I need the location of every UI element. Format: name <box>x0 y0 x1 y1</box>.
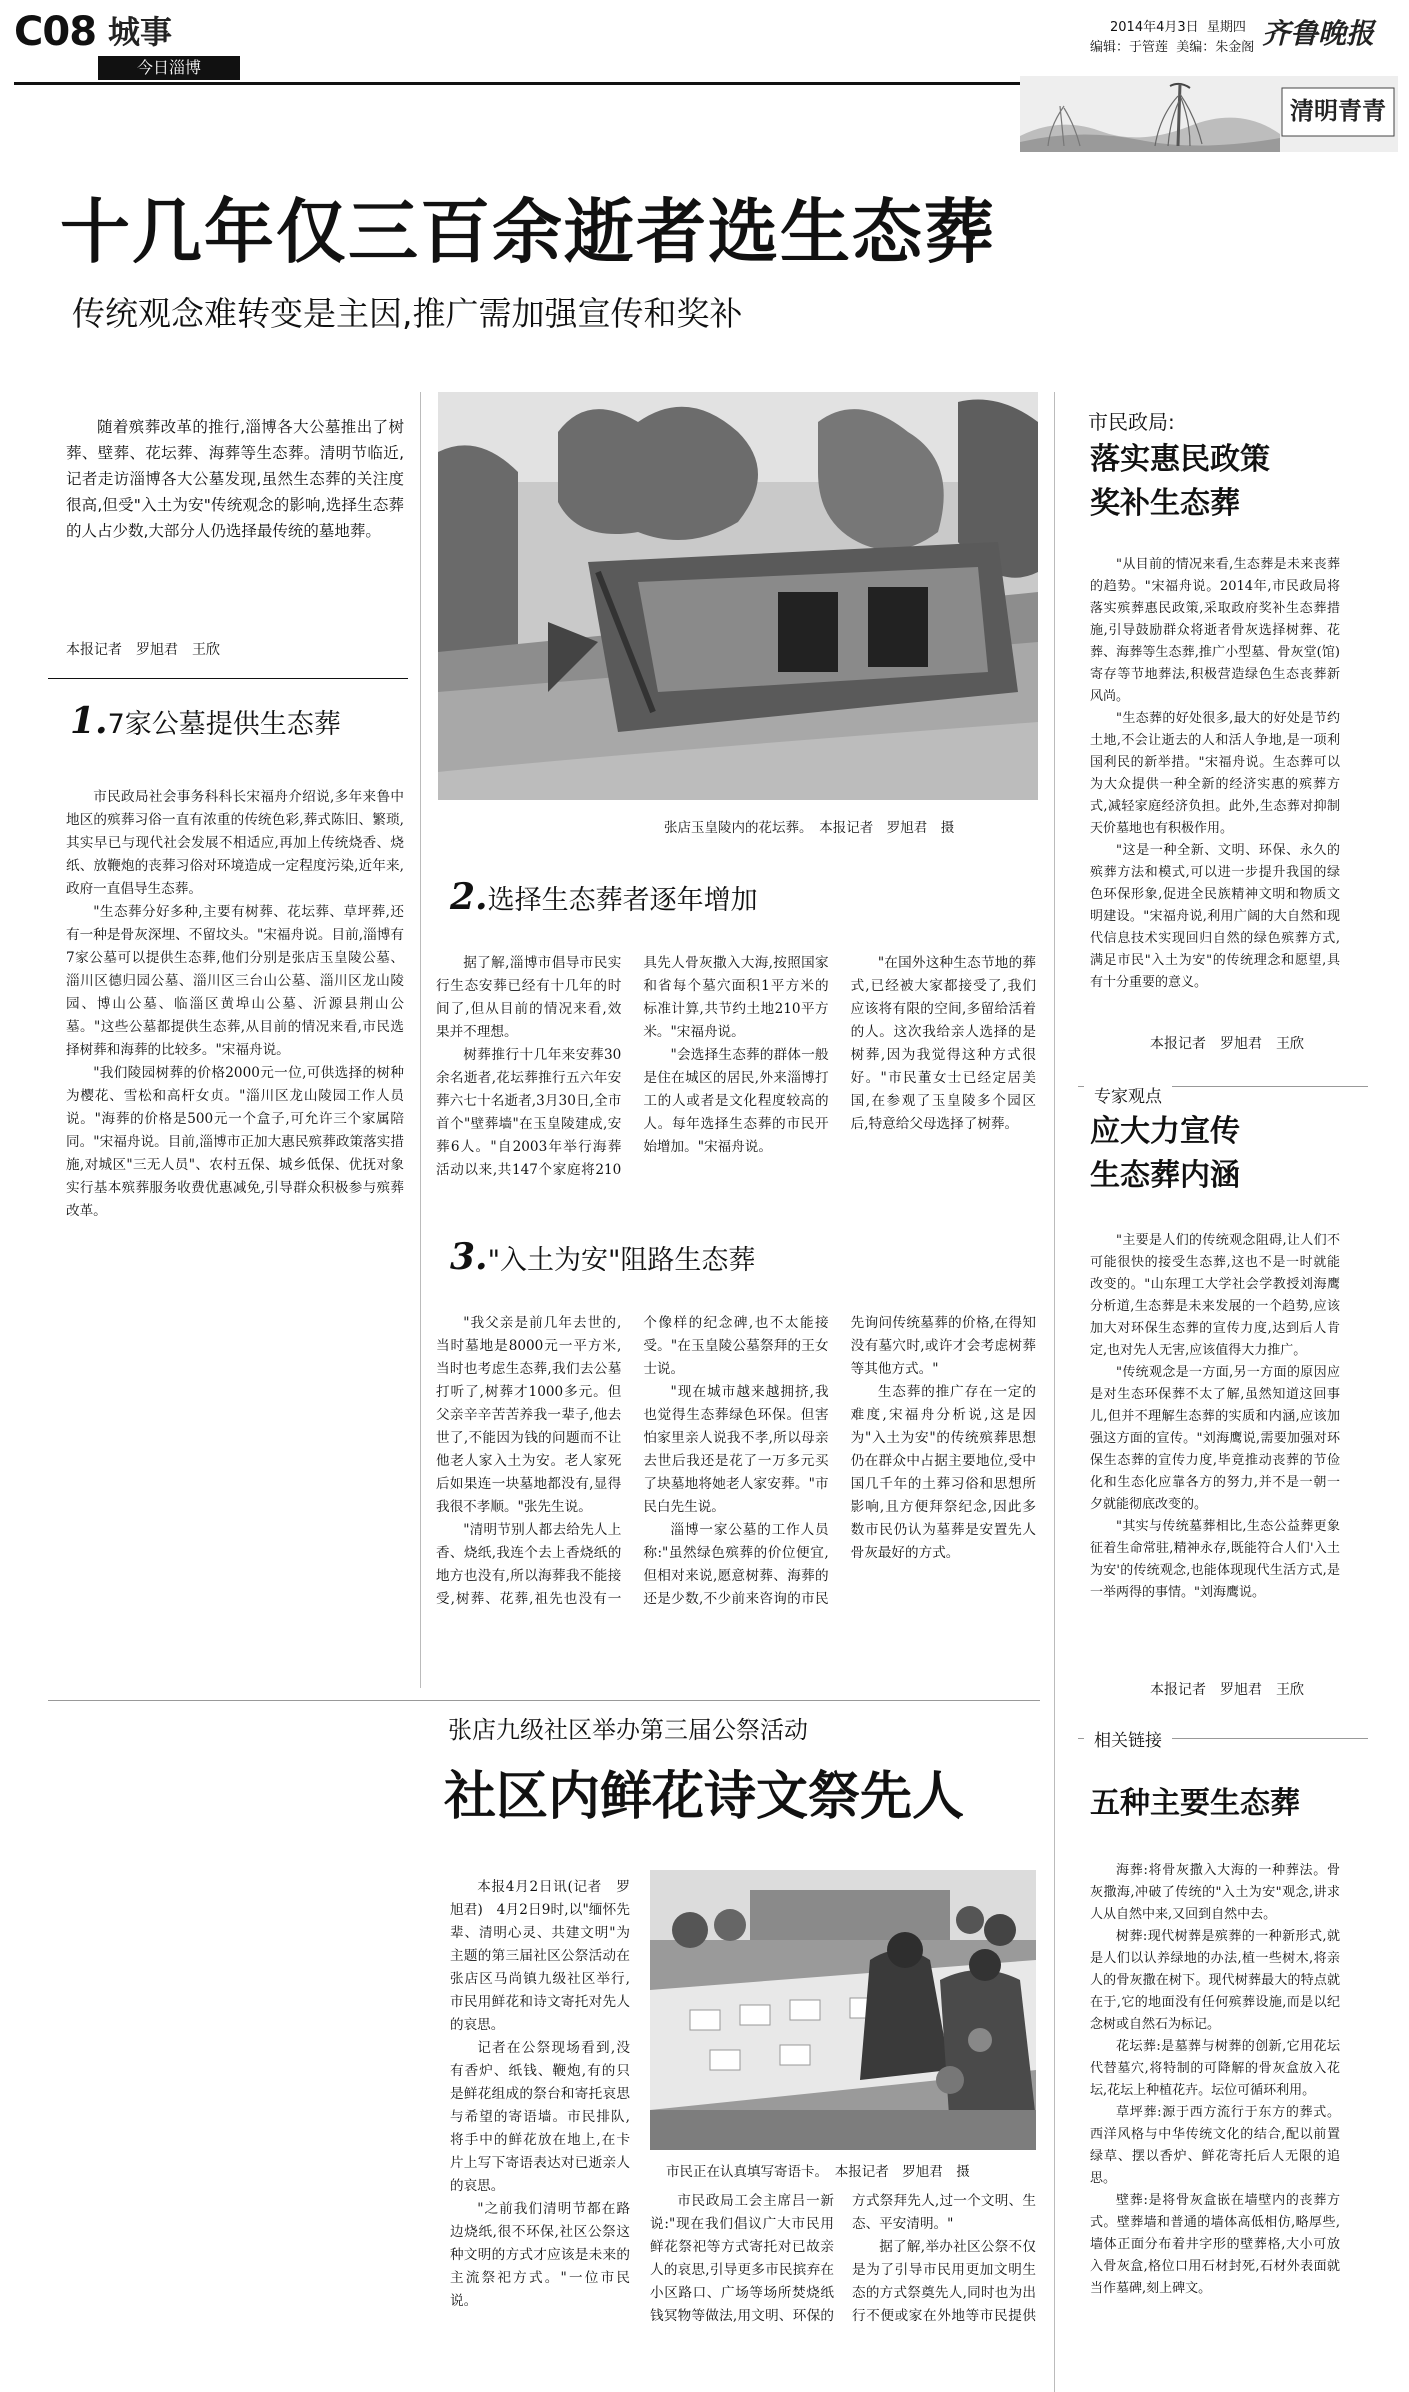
right1-title <box>1090 438 1270 526</box>
lead-paragraph <box>66 414 404 544</box>
page-header <box>0 0 1409 77</box>
section2-paragraph: 据了解,淄博市倡导市民实行生态安葬已经有十几年的时间了,但从目前的情况来看,效果并不理想。 <box>436 955 622 1040</box>
section3-paragraph: "现在城市越来越拥挤,我也觉得生态葬绿色环保。但害怕家里亲人说我不孝,所以母亲去世后我还是花了一万多元买了块墓地将她老人家安葬。"市民白先生说。 <box>643 1384 829 1515</box>
story2-body-bottom <box>650 2190 1036 2370</box>
section3-body <box>436 1312 1036 1686</box>
right1-byline: 本报记者 罗旭君 王欣 <box>1150 1036 1304 1052</box>
section2-heading <box>450 876 758 918</box>
right1-tag: 市民政局: <box>1088 410 1175 434</box>
photo1-caption: 张店玉皇陵内的花坛葬。 本报记者 罗旭君 摄 <box>664 820 955 836</box>
section3-heading <box>450 1236 755 1278</box>
subsection-label: 今日淄博 <box>136 58 201 77</box>
right1-title-line: 奖补生态葬 <box>1090 486 1240 521</box>
section2-paragraph: 树葬推行十几年来安葬30余名逝者,花坛葬推行五六年安葬六七十名逝者,3月30日,全市首个"壁葬墙"在玉皇陵建成,安葬6人。"自2003年举行海葬活动以来,共147个家庭将210具先人骨灰撒入大海,按照国家和省每个墓穴面积1平方米的标准计算,共节约土地210平方米。"宋福舟说。 <box>436 955 829 1178</box>
right2-title-line: 生态葬内涵 <box>1090 1158 1240 1193</box>
story2-paragraph: "之前我们清明节都在路边烧纸,很不环保,社区公祭这种文明的方式才应该是未来的主流祭祀方式。"一位市民说。 <box>450 2201 630 2309</box>
section3-paragraph: 生态葬的推广存在一定的难度,宋福舟分析说,这是因为"入土为安"的传统殡葬思想仍在群众中占据主要地位,受中国几千年的土葬习俗和思想所影响,且方便拜祭纪念,因此多数市民仍认为墓葬是安置先人骨灰最好的方式。 <box>850 1384 1036 1561</box>
section3-number: 3. <box>450 1236 488 1278</box>
section1-paragraph: "生态葬分好多种,主要有树葬、花坛葬、草坪葬,还有一种是骨灰深埋、不留坟头。"宋福舟说。目前,淄博有7家公墓可以提供生态葬,他们分别是张店玉皇陵公墓、淄川区德归园公墓、淄川区三台山公墓、淄川区龙山陵园、博山公墓、临淄区黄埠山公墓、沂源县荆山公墓。"这些公墓都提供生态葬,从目前的情况来看,市民选择树葬和海葬的比较多。"宋福舟说。 <box>66 904 404 1058</box>
right2-title-line: 应大力宣传 <box>1090 1114 1240 1149</box>
story2-paragraph: 据了解,举办社区公祭不仅是为了引导市民用更加文明生态的方式祭奠先人,同时也为出行不便或家在外地等市民提供 <box>852 2239 1036 2324</box>
section-name: 城事 <box>108 13 173 51</box>
section1-number: 1. <box>70 700 108 742</box>
right3-paragraph: 草坪葬:源于西方流行于东方的葬式。西洋风格与中华传统文化的结合,配以前置绿草、摆以香炉、鲜花寄托后人无限的追思。 <box>1090 2105 1340 2186</box>
date-text: 2014年4月3日 <box>1110 20 1199 35</box>
section3-paragraph: 淄博一家公墓的工作人员称:"虽然绿色殡葬的价位便宜,但相对来说,愿意树葬、海葬的还是少数,不少前来咨询的市民先询问传统墓葬的价格,在得知没有墓穴时,或许才会考虑树葬等其他方式。" <box>643 1315 1036 1607</box>
section1-paragraph: "我们陵园树葬的价格2000元一位,可供选择的树种为樱花、雪松和高杆女贞。"淄川区龙山陵园工作人员说。"海葬的价格是500元一个盒子,可允许三个家属陪同。"宋福舟说。目前,淄博市正加大惠民殡葬政策落实措施,对城区"三无人员"、农村五保、城乡低保、优抚对象实行基本殡葬服务收费优惠减免,引导群众积极参与殡葬改革。 <box>66 1065 404 1219</box>
story2-paragraph: 本报4月2日讯(记者 罗旭君) 4月2日9时,以"缅怀先辈、清明心灵、共建文明"为主题的第三届社区公祭活动在张店区马尚镇九级社区举行,市民用鲜花和诗文寄托对先人的哀思。 <box>450 1879 630 2033</box>
lead-text: 随着殡葬改革的推行,淄博各大公墓推出了树葬、壁葬、花坛葬、海葬等生态葬。清明节临近,记者走访淄博各大公墓发现,虽然生态葬的关注度很高,但受"入土为安"传统观念的影响,选择生态葬的人占少数,大部分人仍选择最传统的墓地葬。 <box>66 418 404 540</box>
community-photo <box>650 1870 1036 2150</box>
main-subheadline: 传统观念难转变是主因,推广需加强宣传和奖补 <box>72 294 743 333</box>
section2-paragraph: "在国外这种生态节地的葬式,已经被大家都接受了,我们应该将有限的空间,多留给活着的人。这次我给亲人选择的是树葬,因为我觉得这种方式很好。"市民董女士已经定居美国,在参观了玉皇陵多个园区后,特意给父母选择了树葬。 <box>850 955 1036 1132</box>
banner-title: 清明青青 <box>1290 97 1386 125</box>
right2-paragraph: "其实与传统墓葬相比,生态公益葬更象征着生命常驻,精神永存,既能符合人们'入土为安'的传统观念,也能体现现代生活方式,是一举两得的事情。"刘海鹰说。 <box>1090 1519 1340 1600</box>
section1-paragraph: 市民政局社会事务科科长宋福舟介绍说,多年来鲁中地区的殡葬习俗一直有浓重的传统色彩,葬式陈旧、繁琐,其实早已与现代社会发展不相适应,再加上传统烧香、烧纸、放鞭炮的丧葬习俗对环境造成一定程度污染,近年来,政府一直倡导生态葬。 <box>66 789 404 897</box>
right2-body <box>1090 1230 1340 1670</box>
lead-rule <box>48 678 408 679</box>
page-code: C08 <box>14 9 97 55</box>
section1-body <box>66 786 404 1686</box>
right3-paragraph: 海葬:将骨灰撒入大海的一种葬法。骨灰撒海,冲破了传统的"入土为安"观念,讲求人从自然中来,又回到自然中去。 <box>1090 1863 1340 1922</box>
right3-paragraph: 树葬:现代树葬是殡葬的一种新形式,就是人们以认养绿地的办法,植一些树木,将亲人的骨灰撒在树下。现代树葬最大的特点就在于,它的地面没有任何殡葬设施,而是以纪念树或自然石为标记。 <box>1090 1929 1340 2032</box>
section3-title: "入土为安"阻路生态葬 <box>487 1245 756 1276</box>
right3-body <box>1090 1860 1340 2370</box>
paper-logo: 齐鲁晚报 <box>1262 17 1375 50</box>
section1-title: 7家公墓提供生态葬 <box>107 709 341 740</box>
right3-title: 五种主要生态葬 <box>1090 1786 1300 1821</box>
issue-date <box>1110 20 1246 36</box>
section3-paragraph: "我父亲是前几年去世的,当时墓地是8000元一平方米,当时也考虑生态葬,我们去公墓打听了,树葬才1000多元。但父亲辛辛苦苦养我一辈子,他去世了,不能因为钱的问题而不让他老人家入土为安。老人家死后如果连一块墓地都没有,显得我很不孝顺。"张先生说。 <box>436 1315 622 1515</box>
right3-paragraph: 壁葬:是将骨灰盒嵌在墙壁内的丧葬方式。壁葬墙和普通的墙体高低相仿,略厚些,墙体正面分布着井字形的壁葬格,大小可放入骨灰盒,格位口用石材封死,石材外表面就当作墓碑,刻上碑文。 <box>1090 2193 1340 2296</box>
right1-paragraph: "这是一种全新、文明、环保、永久的殡葬方法和模式,可以进一步提升我国的绿色环保形象,促进全民族精神文明和物质文明建设。"宋福舟说,利用广阔的大自然和现代信息技术实现回归自然的绿色殡葬方式,满足市民"入土为安"的传统理念和愿望,具有十分重要的意义。 <box>1090 843 1340 990</box>
right2-title <box>1090 1110 1240 1198</box>
right3-tag: 相关链接 <box>1084 1724 1172 1753</box>
section2-body <box>436 952 1036 1194</box>
designer-text: 美编：朱金阁 <box>1176 40 1255 55</box>
right2-paragraph: "传统观念是一方面,另一方面的原因应是对生态环保葬不太了解,虽然知道这回事儿,但并不理解生态葬的实质和内涵,应该加强这方面的宣传。"刘海鹰说,需要加强对环保生态葬的宣传力度,毕竟推动丧葬的节俭化和生态化应靠各方的努力,并不是一朝一夕就能彻底改变的。 <box>1090 1365 1340 1512</box>
section2-title: 选择生态葬者逐年增加 <box>487 885 758 916</box>
photo2-caption: 市民正在认真填写寄语卡。 本报记者 罗旭君 摄 <box>666 2164 970 2180</box>
right3-paragraph: 花坛葬:是墓葬与树葬的创新,它用花坛代替墓穴,将特制的可降解的骨灰盒放入花坛,花坛上种植花卉。坛位可循环利用。 <box>1090 2039 1340 2098</box>
lead-byline: 本报记者 罗旭君 王欣 <box>66 642 220 658</box>
right1-paragraph: "生态葬的好处很多,最大的好处是节约土地,不会让逝去的人和活人争地,是一项利国利民的新举措。"宋福舟说。生态葬可以为大众提供一种全新的经济实惠的殡葬方式,减轻家庭经济负担。此外,生态葬对抑制天价墓地也有积极作用。 <box>1090 711 1340 836</box>
editor-text: 编辑：于管莲 <box>1090 40 1169 55</box>
editor-credits <box>1090 40 1254 56</box>
flower-bed-burial-photo <box>438 392 1038 800</box>
col-divider-left <box>420 392 421 1688</box>
cemetery-photo <box>438 392 1038 800</box>
right2-paragraph: "主要是人们的传统观念阻碍,让人们不可能很快的接受生态葬,这也不是一时就能改变的。"山东理工大学社会学教授刘海鹰分析道,生态葬是未来发展的一个趋势,应该加大对环保生态葬的宣传力度,达到后人肯定,也对先人无害,应该值得大力推广。 <box>1090 1233 1340 1358</box>
story2-paragraph: 记者在公祭现场看到,没有香炉、纸钱、鞭炮,有的只是鲜花组成的祭台和寄托哀思与希望的寄语墙。市民排队,将手中的鲜花放在地上,在卡片上写下寄语表达对已逝亲人的哀思。 <box>450 2040 630 2194</box>
section3-paragraph: "清明节别人都去给先人上香、烧纸,我连个去上香烧纸的地方也没有,所以海葬我不能接受,树葬、花葬,祖先也没有一个像样的纪念碑,也不太能接受。"在玉皇陵公墓祭拜的王女士说。 <box>436 1315 829 1607</box>
story2-body-left <box>450 1876 630 2366</box>
story2-headline: 社区内鲜花诗文祭先人 <box>444 1767 965 1827</box>
weekday-text: 星期四 <box>1206 20 1246 35</box>
story2-top-rule <box>48 1700 1040 1701</box>
col-divider-right <box>1054 392 1055 2392</box>
right1-paragraph: "从目前的情况来看,生态葬是未来丧葬的趋势。"宋福舟说。2014年,市民政局将落实殡葬惠民政策,采取政府奖补生态葬措施,引导鼓励群众将逝者骨灰选择树葬、花葬、海葬等生态葬,推广小型墓、骨灰堂(馆)寄存等节地葬法,积极营造绿色生态丧葬新风尚。 <box>1090 557 1340 704</box>
right1-body <box>1090 554 1340 1042</box>
memorial-card-writing-photo <box>650 1870 1036 2150</box>
section2-paragraph: "会选择生态葬的群体一般是住在城区的居民,外来淄博打工的人或者是文化程度较高的人。每年选择生态葬的市民开始增加。"宋福舟说。 <box>643 1047 829 1155</box>
story2-paragraph: 市民政局工会主席吕一新说:"现在我们倡议广大市民用鲜花祭祀等方式寄托对已故亲人的哀思,引导更多市民摈弃在小区路口、广场等场所焚烧纸钱冥物等做法,用文明、环保的方式祭拜先人,过一个文明、生态、平安清明。" <box>650 2193 1036 2324</box>
section2-number: 2. <box>450 876 488 918</box>
right2-byline: 本报记者 罗旭君 王欣 <box>1150 1682 1304 1698</box>
main-headline: 十几年仅三百余逝者选生态葬 <box>60 191 996 273</box>
right1-title-line: 落实惠民政策 <box>1090 442 1270 477</box>
story2-kicker: 张店九级社区举办第三届公祭活动 <box>448 1716 808 1744</box>
qingming-banner <box>1020 76 1398 152</box>
section1-heading <box>70 700 341 742</box>
right2-tag: 专家观点 <box>1084 1080 1172 1109</box>
